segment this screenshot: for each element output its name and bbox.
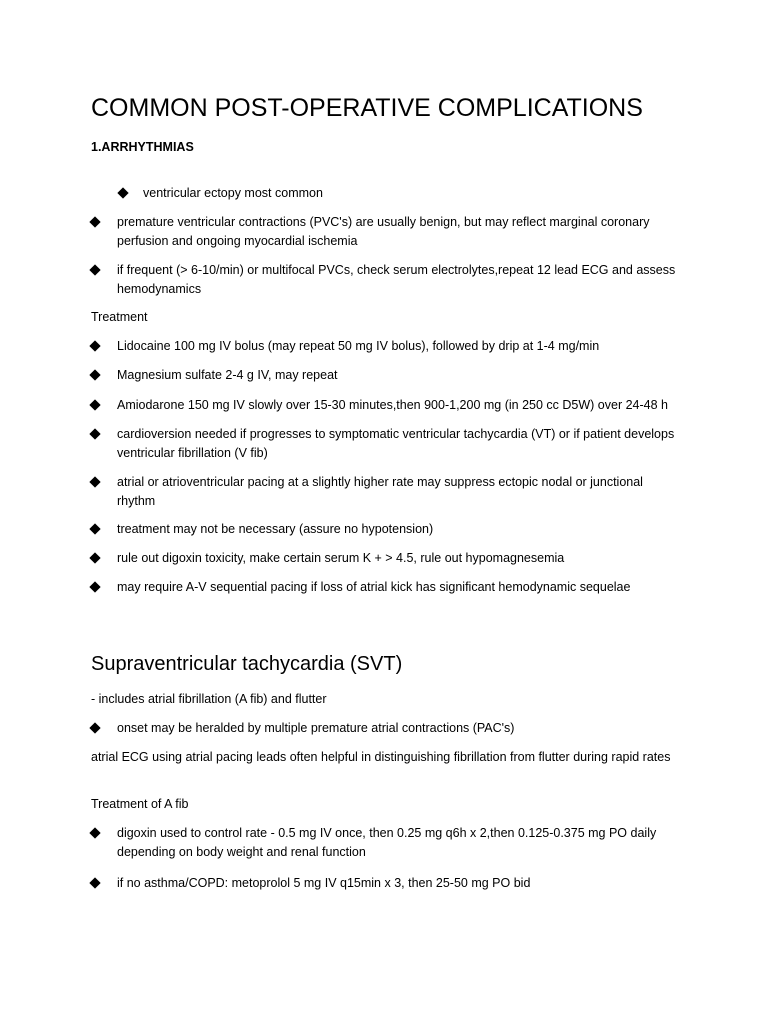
document-page: COMMON POST-OPERATIVE COMPLICATIONS 1.ARRHYTHMIAS ventricular ectopy most common premature ventricular contractions (PVC's) are usually benign, but may reflect marginal coronary perfusion and ongoing myocardial ischemia if frequent (> 6-10/min) or multifocal PVCs, check serum electrolytes,repeat 12 lead ECG and assess hemodynamics Treatment Lidocaine 100 mg IV bolus (may repeat 50 mg IV bolus), followed by drip at 1-4 mg/min Magnesium sulfate 2-4 g IV, may repeat Amiodarone 150 mg IV slowly over 15-30 minutes,then 900-1,200 mg (in 250 cc D5W) over 24-48 h cardioversion needed if progresses to symptomatic ventricular tachycardia (VT) or if patient develops ventricular fibrillation (V fib) atrial or atrioventricular pacing at a slightly higher rate may suppress ectopic nodal or junctional rhythm treatment may not be necessary (assure no hypotension) rule out digoxin toxicity, make certain serum K + > 4.5, rule out hypomagnesemia may require A-V sequential pacing if loss of atrial kick has significant hemodynamic sequelae Supraventricular tachycardia (SVT) - includes atrial fibrillation (A fib) and flutter onset may be heralded by multiple premature atrial contractions (PAC's) atrial ECG using atrial pacing leads often helpful in distinguishing fibrillation from flutter during rapid rates Treatment of A fib digoxin used to control rate - 0.5 mg IV once, then 0.25 mg q6h x 2,then 0.125-0.375 mg PO daily depending on body weight and renal function if no asthma/COPD: metoprolol 5 mg IV q15min x 3, then 25-50 mg PO bid (0, 0, 768, 1024)
diamond-bullet-icon (89, 428, 100, 439)
diamond-bullet-icon (89, 722, 100, 733)
section-heading-svt: Supraventricular tachycardia (SVT) (91, 653, 403, 675)
diamond-bullet-icon (89, 340, 100, 351)
diamond-bullet-icon (89, 877, 100, 888)
treatment-afib-label: Treatment of A fib (91, 797, 189, 811)
treatment-label: Treatment (91, 310, 148, 324)
diamond-bullet-icon (89, 264, 100, 275)
diamond-bullet-icon (89, 216, 100, 227)
svt-paragraph: atrial ECG using atrial pacing leads often helpful in distinguishing fibrillation from flutter during rapid rates (91, 750, 671, 764)
diamond-bullet-icon (89, 827, 100, 838)
diamond-bullet-icon (89, 476, 100, 487)
diamond-bullet-icon (89, 523, 100, 534)
svt-intro: - includes atrial fibrillation (A fib) and flutter (91, 692, 327, 706)
diamond-bullet-icon (89, 552, 100, 563)
diamond-bullet-icon (89, 369, 100, 380)
diamond-bullet-icon (89, 399, 100, 410)
diamond-bullet-icon (117, 187, 128, 198)
page-title: COMMON POST-OPERATIVE COMPLICATIONS (91, 94, 643, 122)
diamond-bullet-icon (89, 581, 100, 592)
section-heading-arrhythmias: 1.ARRHYTHMIAS (91, 140, 194, 154)
